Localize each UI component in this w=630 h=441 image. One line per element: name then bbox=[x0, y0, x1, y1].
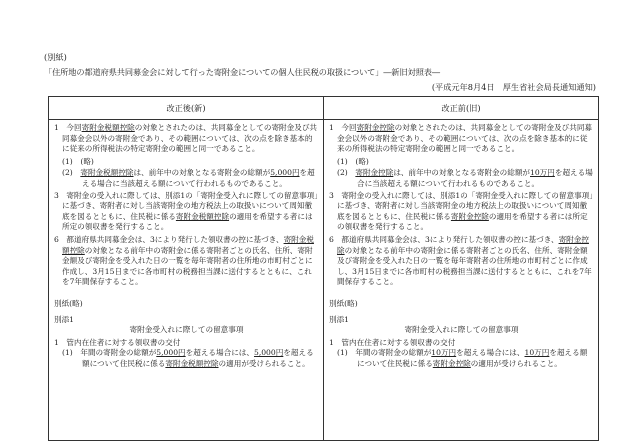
notice-reference: (平成元年8月4日 厚生省社会局長通知通知) bbox=[431, 82, 596, 92]
old-attachment-1-label: 別添1 bbox=[329, 314, 350, 324]
new-paragraph-1: 1 今回寄附金税額控除の対象とされたのは、共同募金としての寄附金及び共同募金会以外の寄附金であり、その範囲については、次の点を除き基本的に従来の所得税法の特定寄附金の範囲と同一であること。 bbox=[54, 123, 318, 154]
new-column bbox=[49, 120, 324, 441]
new-paragraph-6: 6 都道府県共同募金会は、3により発行した領収書の控に基づき、寄附金税額控除の対象となる前年中の寄附金に係る寄附者ごとの氏名、住所、寄附金額及び寄附金を受入れた日の一覧を毎年寄附者の住所地の市町村ごとに作成し、3月15日までに各市町村の税務担当課に送付するとともに、これを7年間保存すること。 bbox=[54, 234, 314, 287]
new-item-1-1: (1) (略) bbox=[62, 156, 94, 166]
new-omitted-attachment: 別紙(略) bbox=[54, 298, 83, 308]
attachment-label: (別紙) bbox=[44, 52, 67, 62]
old-column-heading: 改正前(旧) bbox=[324, 97, 599, 120]
document-title: 「住所地の都道府県共同募金会に対して行った寄附金についての個人住民税の取扱について」―新旧対照表― bbox=[44, 67, 440, 77]
old-notes-title: 寄附金受入れに際しての留意事項 bbox=[404, 325, 519, 335]
old-omitted-attachment: 別紙(略) bbox=[329, 298, 358, 308]
old-item-1-2: (2) 寄附金控除は、前年中の対象となる寄附金の総額が10万円を超える場合に当該超える額について行われるものであること。 bbox=[337, 168, 593, 188]
old-note-1: 1 管内在住者に対する領収書の交付 bbox=[329, 337, 456, 347]
new-item-1-2: (2) 寄附金税額控除は、前年中の対象となる寄附金の総額が5,000円を超える場合に当該超える額について行われるものであること。 bbox=[62, 168, 315, 188]
new-paragraph-3: 3 寄附金の受入れに際しては、別添1の「寄附金受入れに際しての留意事項」に基づき、寄附者に対し当該寄附金の地方税法上の取扱いについて周知徹底を図るとともに、住民税に係る寄附金税額控除の適用を希望する者には所定の領収書を発行すること。 bbox=[54, 190, 319, 232]
old-paragraph-3: 3 寄附金の受入れに際しては、別添1の「寄附金受入れに際しての留意事項」に基づき、寄附者に対し当該寄附金の地方税法上の取扱いについて周知徹底を図るとともに、住民税に係る寄附金控除の適用を希望する者には所定の領収書を発行すること。 bbox=[329, 190, 594, 232]
new-attachment-1-label: 別添1 bbox=[54, 314, 75, 324]
old-item-1-1: (1) (略) bbox=[337, 156, 369, 166]
old-note-1-1: (1) 年間の寄附金の総額が10万円を超える場合には、10万円を超える額について住民税に係る寄附金控除の適用が受けられること。 bbox=[337, 348, 588, 368]
new-note-1: 1 管内在住者に対する領収書の交付 bbox=[54, 337, 181, 347]
table-header-row bbox=[49, 97, 599, 120]
table-body-row bbox=[49, 120, 599, 441]
new-note-1-1: (1) 年間の寄附金の総額が5,000円を超える場合には、5,000円を超える額について住民税に係る寄附金税額控除の適用が受けられること。 bbox=[62, 348, 314, 368]
new-column-heading: 改正後(新) bbox=[49, 97, 324, 120]
old-paragraph-6: 6 都道府県共同募金会は、3により発行した領収書の控に基づき、寄附金控除の対象となる前年中の寄附金に係る寄附者ごとの氏名、住所、寄附金額及び寄附金を受入れた日の一覧を毎年寄附者の住所地の市町村ごとに作成し、3月15日までに各市町村の税務担当課に送付するとともに、これを7年間保存すること。 bbox=[329, 234, 592, 287]
old-paragraph-1: 1 今回寄附金控除の対象とされたのは、共同募金としての寄附金及び共同募金会以外の寄附金であり、その範囲については、次の点を除き基本的に従来の所得税法の特定寄附金の範囲と同一であること。 bbox=[329, 123, 593, 154]
comparison-table bbox=[48, 96, 599, 441]
new-notes-title: 寄附金受入れに際しての留意事項 bbox=[129, 325, 244, 335]
old-column bbox=[324, 120, 599, 441]
